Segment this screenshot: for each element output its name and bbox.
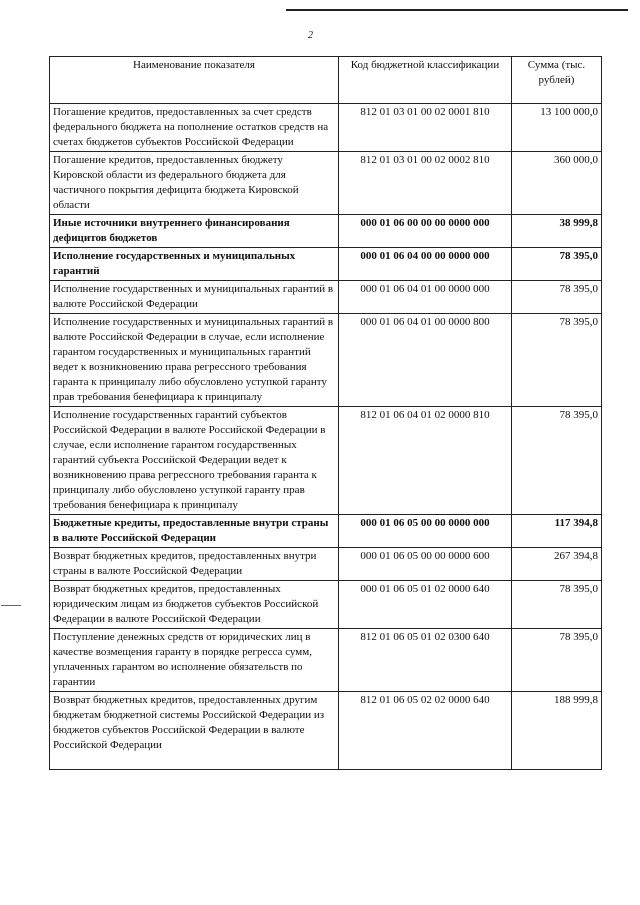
- row-sum: 188 999,8: [512, 692, 602, 770]
- row-code: 812 01 03 01 00 02 0001 810: [339, 104, 512, 152]
- table-header-row: [50, 57, 602, 104]
- table-row: [50, 581, 602, 629]
- row-sum: 78 395,0: [512, 407, 602, 515]
- header-code: Код бюджетной классификации: [339, 57, 512, 104]
- table-row: [50, 314, 602, 407]
- table-row: [50, 548, 602, 581]
- row-code: 812 01 06 05 01 02 0300 640: [339, 629, 512, 692]
- row-code: 000 01 06 00 00 00 0000 000: [339, 215, 512, 248]
- row-code: 812 01 06 04 01 02 0000 810: [339, 407, 512, 515]
- row-name: Возврат бюджетных кредитов, предоставленных юридическим лицам из бюджетов субъектов Российской Федерации в валюте Российской Федерации: [50, 581, 339, 629]
- row-name: Исполнение государственных и муниципальных гарантий в валюте Российской Федерации: [50, 281, 339, 314]
- row-name: Бюджетные кредиты, предоставленные внутри страны в валюте Российской Федерации: [50, 515, 339, 548]
- table-row: [50, 104, 602, 152]
- table-row: [50, 629, 602, 692]
- row-code: 000 01 06 05 00 00 0000 600: [339, 548, 512, 581]
- row-sum: 360 000,0: [512, 152, 602, 215]
- table-row: [50, 515, 602, 548]
- row-code: 000 01 06 04 00 00 0000 000: [339, 248, 512, 281]
- table-row: [50, 152, 602, 215]
- page-number: 2: [308, 30, 313, 41]
- row-code: 000 01 06 05 01 02 0000 640: [339, 581, 512, 629]
- row-code: 000 01 06 04 01 00 0000 800: [339, 314, 512, 407]
- row-code: 000 01 06 04 01 00 0000 000: [339, 281, 512, 314]
- table-row: [50, 248, 602, 281]
- row-sum: 78 395,0: [512, 581, 602, 629]
- header-sum: Сумма (тыс. рублей): [512, 57, 602, 104]
- row-sum: 78 395,0: [512, 248, 602, 281]
- header-name: Наименование показателя: [50, 57, 339, 104]
- top-rule: [286, 9, 628, 11]
- row-sum: 38 999,8: [512, 215, 602, 248]
- row-name: Возврат бюджетных кредитов, предоставленных другим бюджетам бюджетной системы Российской Федерации из бюджетов субъектов Российской Федерации в валюте Российской Федерации: [50, 692, 339, 770]
- row-name: Погашение кредитов, предоставленных бюджету Кировской области из федерального бюджета для частичного покрытия дефицита бюджета Кировской области: [50, 152, 339, 215]
- table-row: [50, 281, 602, 314]
- row-name: Возврат бюджетных кредитов, предоставленных внутри страны в валюте Российской Федерации: [50, 548, 339, 581]
- row-sum: 78 395,0: [512, 314, 602, 407]
- row-sum: 117 394,8: [512, 515, 602, 548]
- row-code: 000 01 06 05 00 00 0000 000: [339, 515, 512, 548]
- row-name: Поступление денежных средств от юридических лиц в качестве возмещения гаранту в порядке регресса сумм, уплаченных гарантом во исполнение обязательств по гарантии: [50, 629, 339, 692]
- row-name: Исполнение государственных и муниципальных гарантий в валюте Российской Федерации в случае, если исполнение гарантом государственных и муниципальных гарантий ведет к возникновению права регрессного требования гаранта к принципалу либо обусловлено уступкой гаранту прав требования бенефициара к принципалу: [50, 314, 339, 407]
- row-name: Иные источники внутреннего финансирования дефицитов бюджетов: [50, 215, 339, 248]
- row-sum: 13 100 000,0: [512, 104, 602, 152]
- table-row: [50, 407, 602, 515]
- row-sum: 267 394,8: [512, 548, 602, 581]
- row-name: Исполнение государственных гарантий субъектов Российской Федерации в валюте Российской Федерации в случае, если исполнение гарантом государственных гарантий субъекта Российской Федерации ведет к возникновению права регрессного требования гаранта к принципалу либо обусловлено уступкой гаранту прав требования бенефициара к принципалу: [50, 407, 339, 515]
- margin-mark: [1, 605, 21, 606]
- row-code: 812 01 03 01 00 02 0002 810: [339, 152, 512, 215]
- table-row: [50, 215, 602, 248]
- row-name: Погашение кредитов, предоставленных за счет средств федерального бюджета на пополнение остатков средств на счетах бюджетов субъектов Российской Федерации: [50, 104, 339, 152]
- table-row: [50, 692, 602, 770]
- row-name: Исполнение государственных и муниципальных гарантий: [50, 248, 339, 281]
- row-code: 812 01 06 05 02 02 0000 640: [339, 692, 512, 770]
- budget-table: [49, 56, 602, 770]
- row-sum: 78 395,0: [512, 281, 602, 314]
- row-sum: 78 395,0: [512, 629, 602, 692]
